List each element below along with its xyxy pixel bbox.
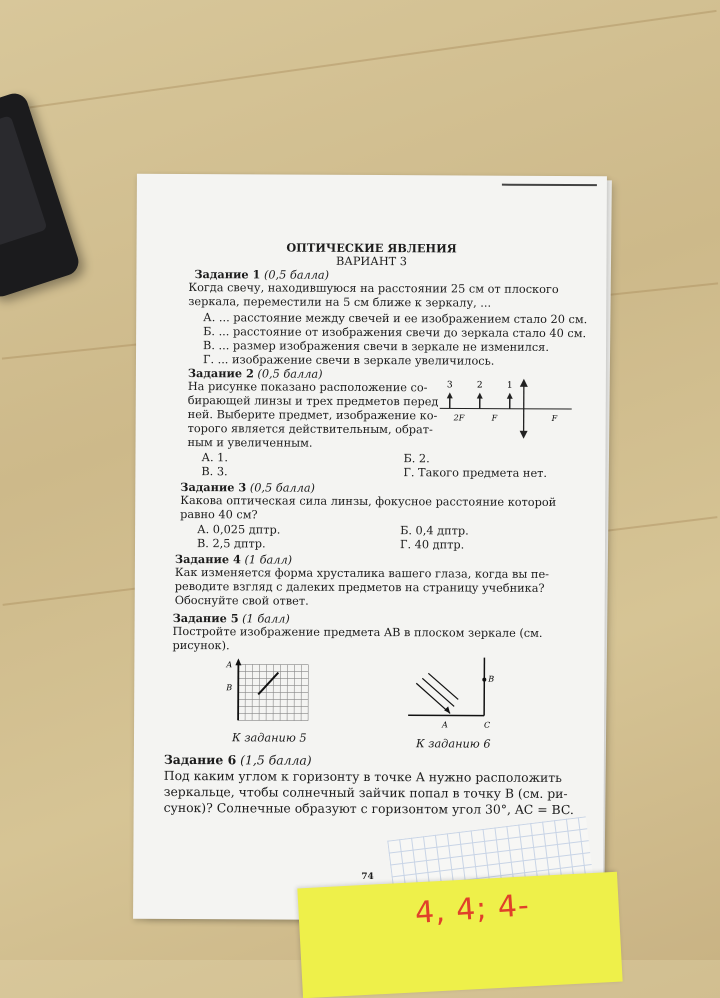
task2-line: ней. Выберите предмет, изображение ко- xyxy=(188,408,438,423)
sun-ray xyxy=(428,673,458,699)
task3-line: Какова оптическая сила линзы, фокусное расстояние которой xyxy=(180,494,556,510)
task1-option: В. ... размер изображения свечи в зеркале не изменился. xyxy=(203,339,549,355)
f-left-label: F xyxy=(491,414,498,423)
task6-line: Под каким углом к горизонту в точке A нужно расположить xyxy=(164,768,562,786)
grid-lines xyxy=(238,664,308,720)
task2-option: Б. 2. xyxy=(403,452,429,466)
worksheet-page xyxy=(133,174,607,921)
task3-option: Б. 0,4 дптр. xyxy=(400,524,469,538)
task1-heading: Задание 1 xyxy=(194,267,260,281)
object-ab xyxy=(258,672,278,694)
task6-heading: Задание 6 xyxy=(164,752,236,767)
point-c-label: C xyxy=(484,721,490,730)
task2-line: ным и увеличенным. xyxy=(188,436,313,451)
lens-arrow-top xyxy=(520,379,528,387)
handwritten-grade: 4, 4; 4- xyxy=(414,888,531,931)
task3-option: А. 0,025 дптр. xyxy=(197,523,280,537)
point-a-label: A xyxy=(225,660,232,669)
device-screen xyxy=(0,115,48,246)
task4-line: Обоснуйте свой ответ. xyxy=(175,594,309,609)
task4-line: реводите взгляд с далеких предметов на страницу учебника? xyxy=(175,580,545,596)
task2-heading: Задание 2 xyxy=(188,366,254,380)
task5-line: рисунок). xyxy=(172,639,229,653)
mirror-grid-figure xyxy=(224,658,324,724)
optical-axis xyxy=(440,408,572,409)
task2-line: На рисунке показано расположение со- xyxy=(188,380,428,395)
task2-option: Г. Такого предмета нет. xyxy=(403,466,547,481)
point-b-label: B xyxy=(225,683,232,692)
task6-points: (1,5 балла) xyxy=(240,752,312,767)
task4-heading: Задание 4 xyxy=(175,552,241,566)
page-number: 74 xyxy=(361,870,374,884)
task5-points: (1 балл) xyxy=(242,612,290,625)
task2-line: торого является действительным, обрат- xyxy=(188,422,433,437)
sticky-note xyxy=(297,872,622,998)
point-a-label: A xyxy=(441,720,448,729)
object-1-label: 1 xyxy=(507,381,513,391)
task3-option: Г. 40 дптр. xyxy=(400,538,464,552)
object-2-label: 2 xyxy=(477,381,483,391)
object-1-arrow xyxy=(507,393,513,399)
task5-heading: Задание 5 xyxy=(173,611,239,625)
task3-option: В. 2,5 дптр. xyxy=(197,537,266,551)
point-b xyxy=(482,678,486,682)
task1-option: Г. ... изображение свечи в зеркале увеличилось. xyxy=(203,353,494,369)
desk-grain xyxy=(3,10,716,112)
task2-points: (0,5 балла) xyxy=(257,367,322,380)
task5-line: Постройте изображение предмета AB в плоском зеркале (см. xyxy=(173,625,543,641)
sunbeam-figure xyxy=(404,655,504,736)
sun-ray-arrow xyxy=(444,706,450,713)
task3-points: (0,5 балла) xyxy=(250,481,315,494)
object-2-arrow xyxy=(477,393,483,399)
object-3-label: 3 xyxy=(447,380,453,390)
task6-caption: К заданию 6 xyxy=(416,737,491,751)
worksheet-title: ОПТИЧЕСКИЕ ЯВЛЕНИЯ xyxy=(137,240,607,256)
task1-line: зеркала, переместили на 5 см ближе к зеркалу, ... xyxy=(188,295,491,311)
task3-heading: Задание 3 xyxy=(180,480,246,494)
task2-option: В. 3. xyxy=(201,465,227,479)
task2-option: А. 1. xyxy=(201,451,228,465)
task2-line: бирающей линзы и трех предметов перед xyxy=(188,394,439,409)
task6-line: зеркальце, чтобы солнечный зайчик попал в точку B (см. ри- xyxy=(164,784,568,802)
mirror-arrow xyxy=(235,658,241,665)
task4-line: Как изменяется форма хрусталика вашего глаза, когда вы пе- xyxy=(175,566,549,582)
task1-line: Когда свечу, находившуюся на расстоянии 25 см от плоского xyxy=(188,281,558,297)
f-right-label: F xyxy=(551,414,558,423)
task6-line: сунок)? Солнечные образуют с горизонтом угол 30°, AC = BC. xyxy=(164,800,574,818)
twoF-label: 2F xyxy=(453,413,465,422)
point-b-label: B xyxy=(487,675,494,684)
black-device xyxy=(0,90,82,300)
task5-caption: К заданию 5 xyxy=(232,731,307,745)
task4-points: (1 балл) xyxy=(244,553,292,566)
worksheet-variant: ВАРИАНТ 3 xyxy=(136,254,606,270)
task1-option: Б. ... расстояние от изображения свечи до зеркала стало 40 см. xyxy=(203,325,586,341)
header-rule xyxy=(502,184,597,186)
lens-arrow-bottom xyxy=(520,431,528,439)
task3-line: равно 40 см? xyxy=(180,508,257,522)
object-3-arrow xyxy=(447,392,453,398)
task1-option: А. ... расстояние между свечей и ее изображением стало 20 см. xyxy=(203,311,587,327)
task1-points: (0,5 балла) xyxy=(264,268,329,281)
task6-header xyxy=(164,752,312,768)
lens-figure xyxy=(436,375,576,441)
